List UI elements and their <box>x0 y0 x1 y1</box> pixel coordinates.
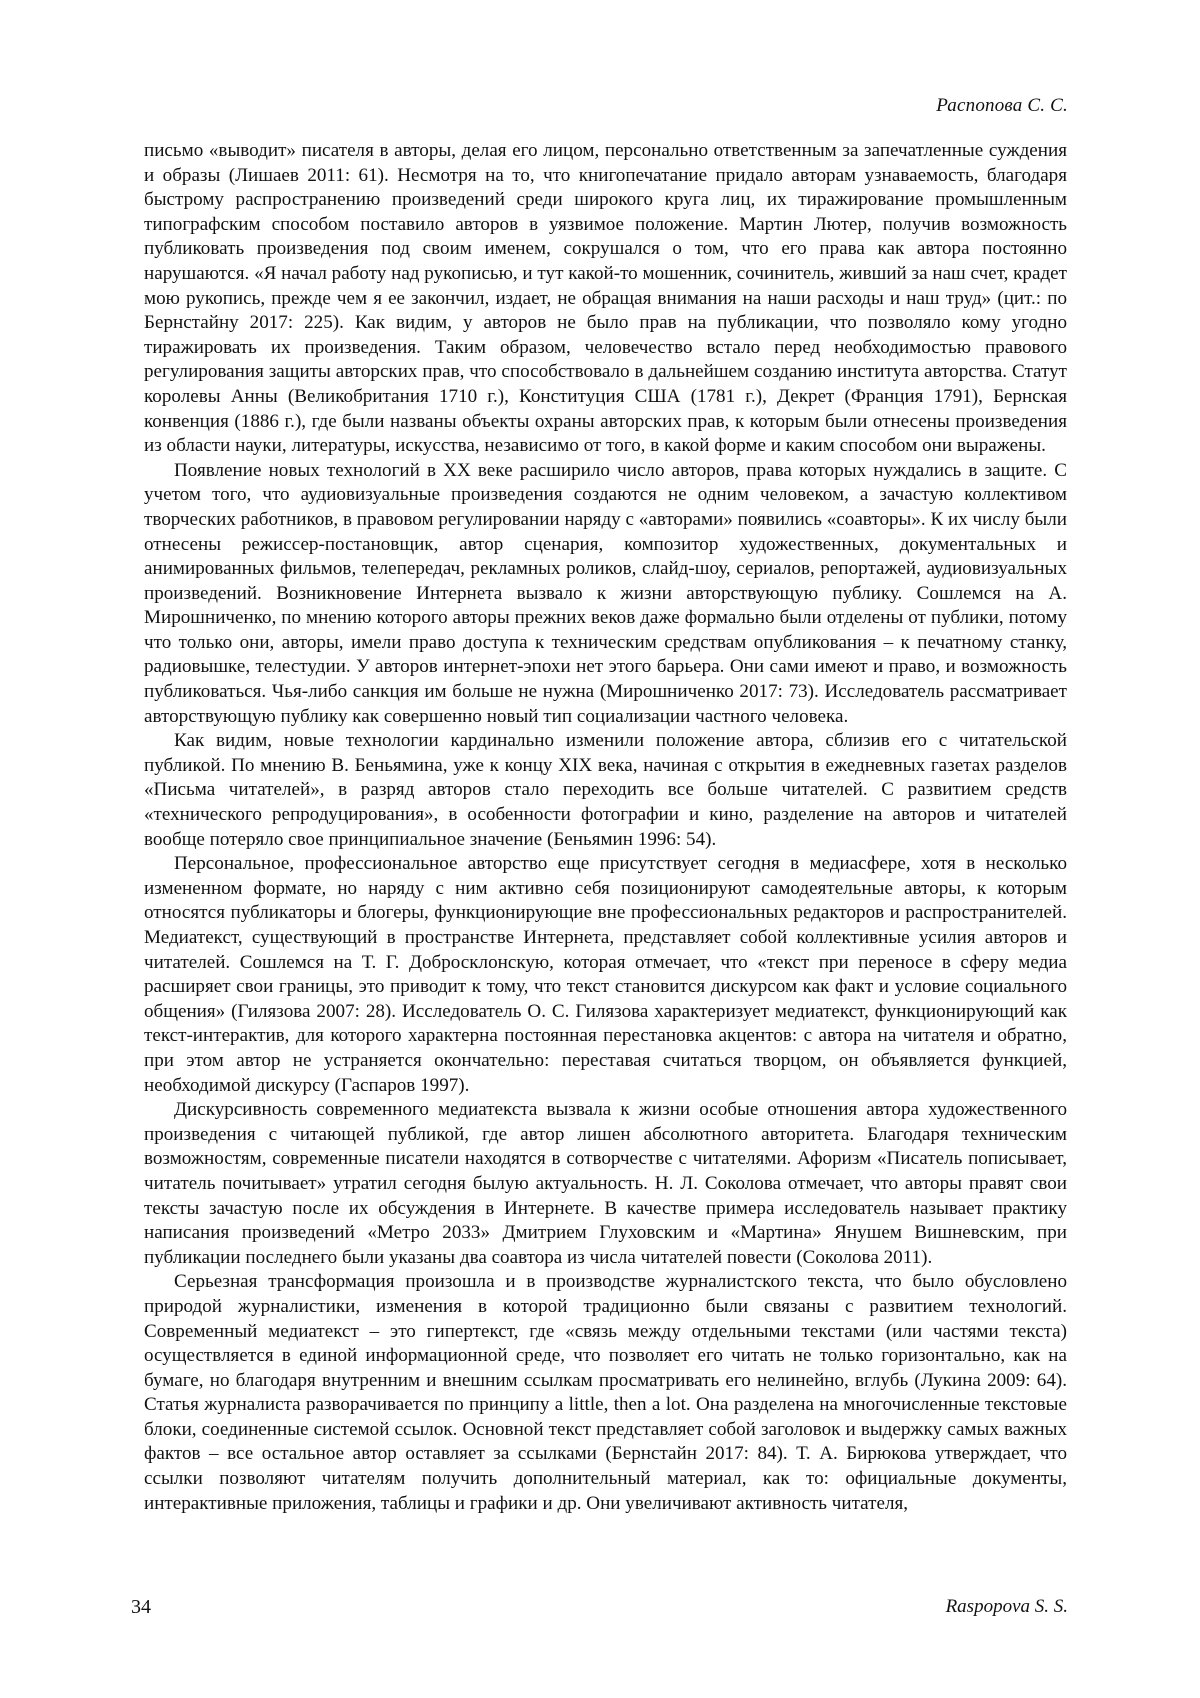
running-head-author: Распопова С. С. <box>936 95 1068 116</box>
paragraph: Появление новых технологий в XX веке расширило число авторов, права которых нуждались в защите. С учетом того, что аудиовизуальные произведения создаются не одним человеком, а зачастую коллективом творческих работников, в правовом регулировании наряду с «авторами» появились «соавторы». К их числу были отнесены режиссер-постановщик, автор сценария, композитор художественных, документальных и анимированных фильмов, телепередач, рекламных роликов, слайд-шоу, сериалов, репортажей, аудиовизуальных произведений. Возникновение Интернета вызвало к жизни авторствующую публику. Сошлемся на А. Мирошниченко, по мнению которого авторы прежних веков даже формально были отделены от публики, потому что только они, авторы, имели право доступа к техническим средствам опубликования – к печатному станку, радиовышке, телестудии. У авторов интернет-эпохи нет этого барьера. Они сами имеют и право, и возможность публиковаться. Чья-либо санкция им больше не нужна (Мирошниченко 2017: 73). Исследователь рассматривает авторствующую публику как совершенно новый тип социализации частного человека. <box>144 459 1067 727</box>
paragraph: Серьезная трансформация произошла и в производстве журналистского текста, что было обусловлено природой журналистики, изменения в которой традиционно были связаны с развитием технологий. Современный медиатекст – это гипертекст, где «связь между отдельными текстами (или частями текста) осуществляется в единой информационной среде, что позволяет его читать не только горизонтально, как на бумаге, но благодаря внутренним и внешним ссылкам просматривать его нелинейно, вглубь (Лукина 2009: 64). Статья журналиста разворачивается по принципу a little, then a lot. Она разделена на многочисленные текстовые блоки, соединенные системой ссылок. Основной текст представляет собой заголовок и выдержку самых важных фактов – все остальное автор оставляет за ссылками (Бернстайн 2017: 84). Т. А. Бирюкова утверждает, что ссылки позволяют читателям получить дополнительный материал, как то: официальные документы, интерактивные приложения, таблицы и графики и др. Они увеличивают активность читателя, <box>144 1271 1067 1514</box>
article-body <box>144 139 1067 1516</box>
paragraph: Персональное, профессиональное авторство еще присутствует сегодня в медиасфере, хотя в несколько измененном формате, но наряду с ним активно себя позиционируют самодеятельные авторы, к которым относятся публикаторы и блогеры, функционирующие вне профессиональных редакторов и распространителей. Медиатекст, существующий в пространстве Интернета, представляет собой коллективные усилия авторов и читателей. Сошлемся на Т. Г. Добросклонскую, которая отмечает, что «текст при переносе в сферу медиа расширяет свои границы, это приводит к тому, что текст становится дискурсом как факт и условие социального общения» (Гилязова 2007: 28). Исследователь О. С. Гилязова характеризует медиатекст, функционирующий как текст-интерактив, для которого характерна постоянная перестановка акцентов: с автора на читателя и обратно, при этом автор не устраняется окончательно: переставая считаться творцом, он объявляется функцией, необходимой дискурсу (Гаспаров 1997). <box>144 853 1067 1096</box>
paragraph-continuation: письмо «выводит» писателя в авторы, делая его лицом, персонально ответственным за запечатленные суждения и образы (Лишаев 2011: 61). Несмотря на то, что книгопечатание придало авторам узнаваемость, благодаря быстрому распространению произведений среди широкого круга лиц, их тиражирование промышленным типографским способом поставило авторов в уязвимое положение. Мартин Лютер, получив возможность публиковать произведения под своим именем, сокрушался о том, что его права как автора постоянно нарушаются. «Я начал работу над рукописью, и тут какой-то мошенник, сочинитель, живший за наш счет, крадет мою рукопись, прежде чем я ее закончил, издает, не обращая внимания на наши расходы и наш труд» (цит.: по Бернстайну 2017: 225). Как видим, у авторов не было прав на публикации, что позволяло кому угодно тиражировать их произведения. Таким образом, человечество встало перед необходимостью правового регулирования защиты авторских прав, что способствовало в дальнейшем созданию института авторства. Статут королевы Анны (Великобритания 1710 г.), Конституция США (1781 г.), Декрет (Франция 1791), Бернская конвенция (1886 г.), где были названы объекты охраны авторских прав, к которым были отнесены произведения из области науки, литературы, искусства, независимо от того, в какой форме и каким способом они выражены. <box>144 140 1067 457</box>
running-foot-author: Raspopova S. S. <box>945 1596 1068 1617</box>
paragraph: Дискурсивность современного медиатекста вызвала к жизни особые отношения автора художественного произведения с читающей публикой, где автор лишен абсолютного авторитета. Благодаря техническим возможностям, современные писатели находятся в сотворчестве с читателями. Афоризм «Писатель пописывает, читатель почитывает» утратил сегодня былую актуальность. Н. Л. Соколова отмечает, что авторы правят свои тексты зачастую после их обсуждения в Интернете. В качестве примера исследователь называет практику написания произведений «Метро 2033» Дмитрием Глуховским и «Мартина» Янушем Вишневским, при публикации последнего были указаны два соавтора из числа читателей повести (Соколова 2011). <box>144 1099 1067 1268</box>
paragraph: Как видим, новые технологии кардинально изменили положение автора, сблизив его с читательской публикой. По мнению В. Беньямина, уже к концу XIX века, начиная с открытия в ежедневных газетах разделов «Письма читателей», в разряд авторов стало переходить все больше читателей. С развитием средств «технического репродуцирования», в особенности фотографии и кино, разделение на авторов и читателей вообще потеряло свое принципиальное значение (Беньямин 1996: 54). <box>144 730 1067 850</box>
page-number: 34 <box>131 1596 151 1618</box>
